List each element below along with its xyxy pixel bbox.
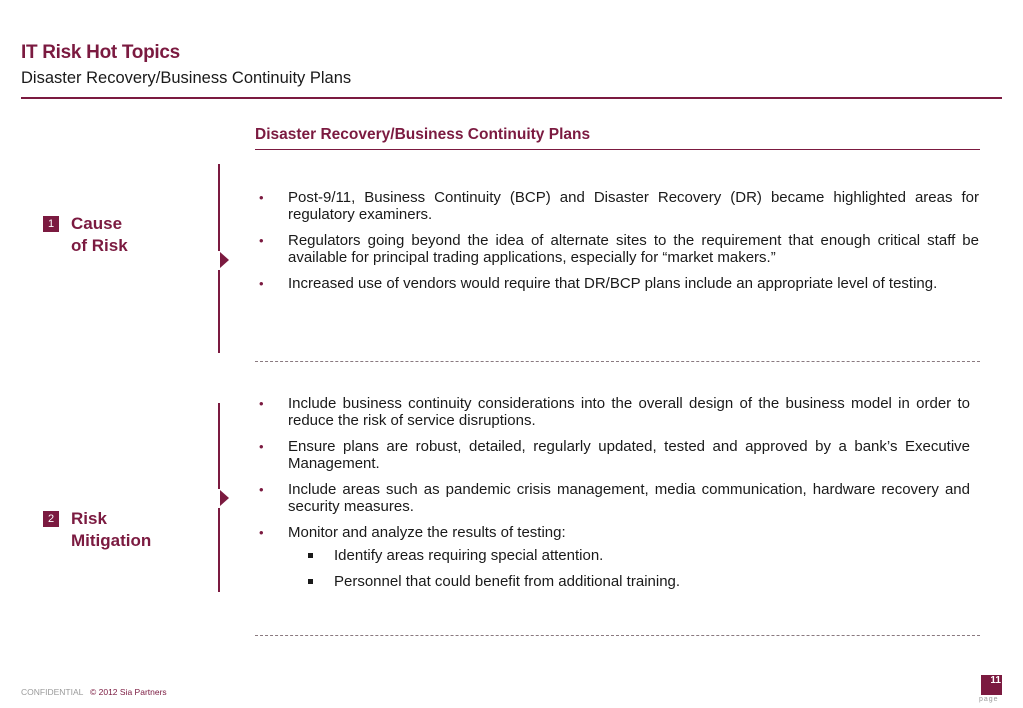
list-item: • Include areas such as pandemic crisis management, media communication, hardware recovery and security measures. (259, 481, 970, 515)
bullet-icon: • (259, 233, 264, 248)
page-label: page (979, 696, 999, 703)
list-item: • Post-9/11, Business Continuity (BCP) and Disaster Recovery (DR) became highlighted areas for regulatory examiners. (259, 189, 979, 223)
page-title: IT Risk Hot Topics (21, 42, 180, 63)
copyright-label: © 2012 Sia Partners (90, 687, 167, 697)
sub-list-item: Personnel that could benefit from additional training. (288, 573, 970, 590)
section-separator-dashed (255, 361, 980, 362)
list-item: • Increased use of vendors would require that DR/BCP plans include an appropriate level of testing. (259, 275, 938, 292)
cause-number-badge: 1 (43, 216, 59, 232)
sub-bullet-list (288, 547, 970, 590)
mitigation-label-line2: Mitigation (71, 531, 152, 550)
header-divider (21, 97, 1002, 99)
bullet-icon: • (259, 439, 264, 454)
page-subtitle: Disaster Recovery/Business Continuity Plans (21, 69, 352, 87)
square-bullet-icon (308, 579, 313, 584)
mitigation-bullet-list (259, 395, 970, 599)
cause-label-line1: Cause (71, 214, 123, 233)
list-item: • Monitor and analyze the results of testing: Identify areas requiring special attention. Personnel that could benefit from additional training. (259, 524, 970, 590)
cause-arrow-icon (220, 252, 229, 268)
square-bullet-icon (308, 553, 313, 558)
cause-label-line2: of Risk (71, 236, 128, 255)
section-separator-dashed-bottom (255, 635, 980, 636)
cause-label (71, 213, 128, 257)
mitigation-arrow-icon (220, 490, 229, 506)
mitigation-number-badge: 2 (43, 511, 59, 527)
list-item: • Include business continuity considerations into the overall design of the business model in order to reduce the risk of service disruptions. (259, 395, 970, 429)
mitigation-bracket-line-top (218, 403, 220, 489)
bullet-icon: • (259, 190, 264, 205)
cause-bracket-line-top (218, 164, 220, 251)
section-divider (255, 149, 980, 150)
list-item: • Ensure plans are robust, detailed, regularly updated, tested and approved by a bank’s Executive Management. (259, 438, 970, 472)
sub-list-item: Identify areas requiring special attention. (288, 547, 970, 564)
bullet-icon: • (259, 482, 264, 497)
mitigation-label (71, 508, 151, 552)
mitigation-bracket-line-bottom (218, 508, 220, 592)
confidential-label: CONFIDENTIAL (21, 687, 84, 697)
bullet-icon: • (259, 276, 264, 291)
page-number-badge: 11 (981, 675, 1002, 695)
bullet-icon: • (259, 396, 264, 411)
cause-bullet-list (259, 189, 979, 301)
mitigation-label-line1: Risk (71, 509, 107, 528)
section-heading: Disaster Recovery/Business Continuity Plans (255, 126, 591, 143)
cause-bracket-line-bottom (218, 270, 220, 353)
bullet-icon: • (259, 525, 264, 540)
list-item: • Regulators going beyond the idea of alternate sites to the requirement that enough critical staff be available for principal trading applications, especially for “market makers.” (259, 232, 979, 266)
